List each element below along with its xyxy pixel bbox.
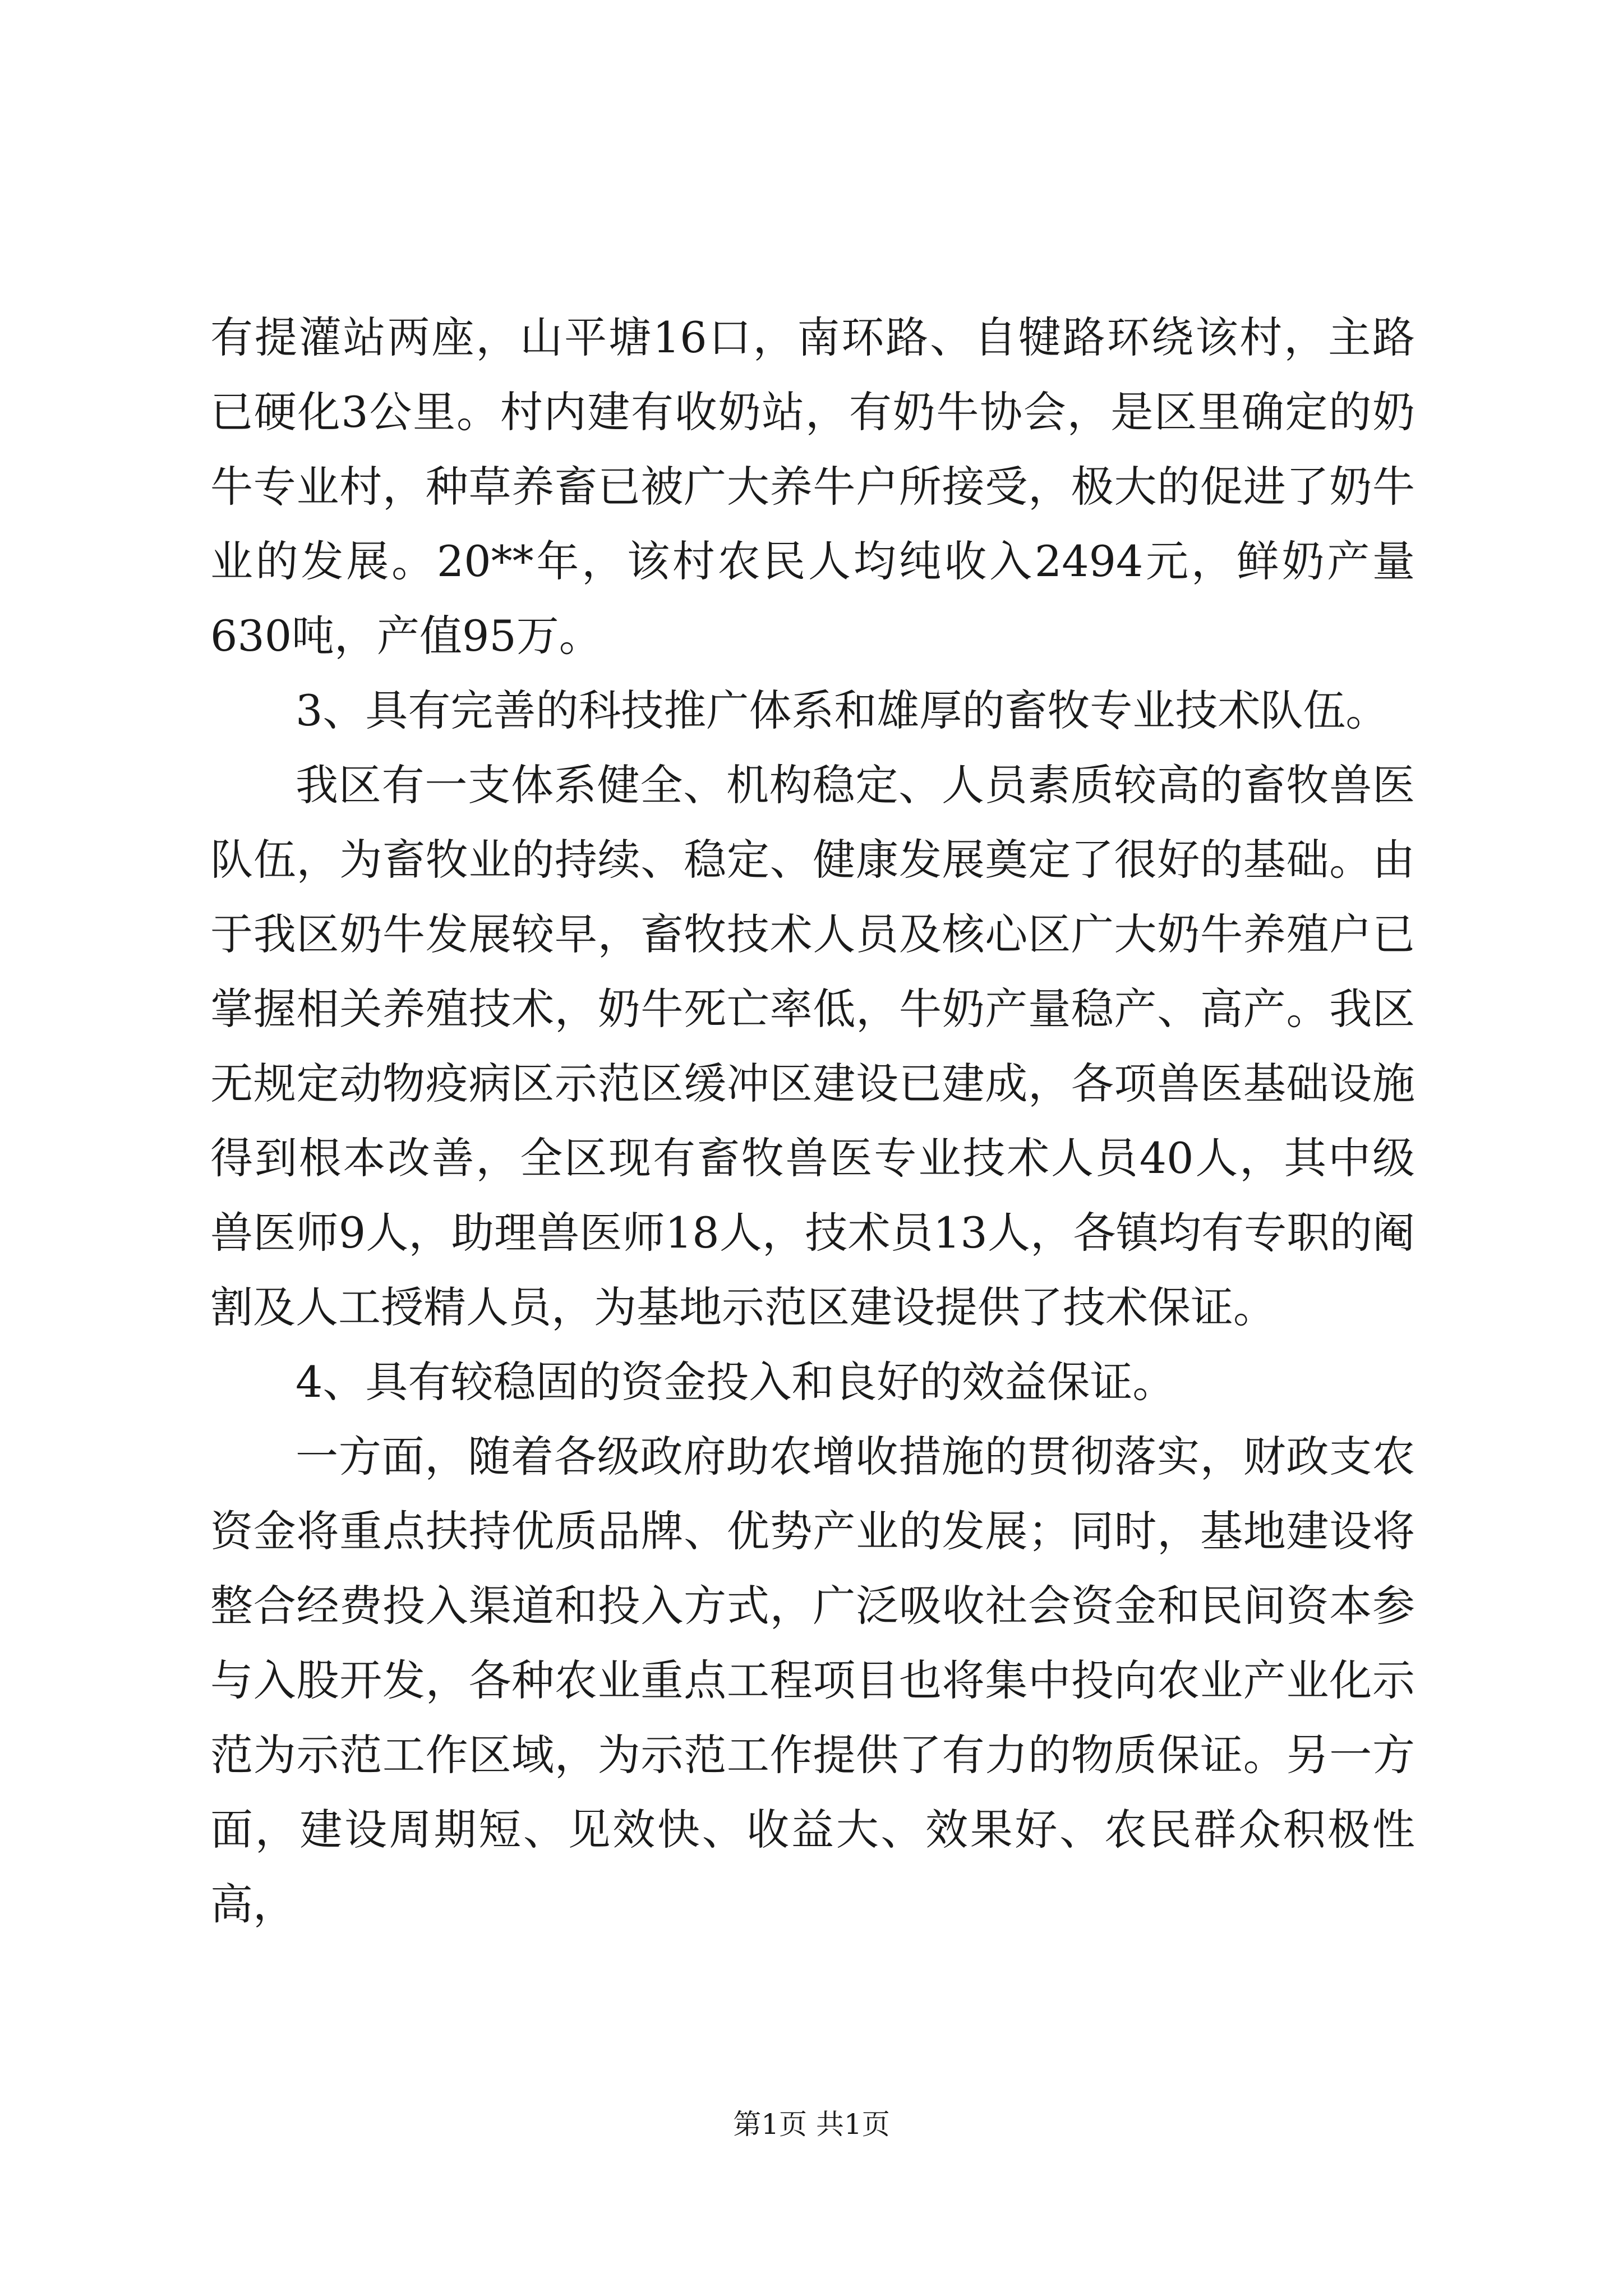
heading-tech-extension: 3、具有完善的科技推广体系和雄厚的畜牧专业技术队伍。 (296, 685, 1389, 735)
heading-funding-guarantee: 4、具有较稳固的资金投入和良好的效益保证。 (296, 1357, 1175, 1407)
paragraph-funding-details: 一方面，随着各级政府助农增收措施的贯彻落实，财政支农资金将重点扶持优质品牌、优势产业的发展；同时，基地建设将整合经费投入渠道和投入方式，广泛吸收社会资金和民间资本参与入股开发，各种农业重点工程项目也将集中投向农业产业化示范为示范工作区域，为示范工作提供了有力的物质保证。另一方面，建设周期短、见效快、收益大、效果好、农民群众积极性高， (210, 1432, 1415, 1929)
paragraph-veterinary-team: 我区有一支体系健全、机构稳定、人员素质较高的畜牧兽医队伍，为畜牧业的持续、稳定、健康发展奠定了很好的基础。由于我区奶牛发展较早，畜牧技术人员及核心区广大奶牛养殖户已掌握相关养殖技术，奶牛死亡率低，牛奶产量稳产、高产。我区无规定动物疫病区示范区缓冲区建设已建成，各项兽医基础设施得到根本改善，全区现有畜牧兽医专业技术人员40人，其中级兽医师9人，助理兽医师18人，技术员13人，各镇均有专职的阉割及人工授精人员，为基地示范区建设提供了技术保证。 (210, 760, 1415, 1332)
document-body (210, 300, 1415, 1941)
page-footer: 第1页 共1页 (733, 2108, 890, 2141)
paragraph-village-overview: 有提灌站两座，山平塘16口，南环路、自犍路环绕该村，主路已硬化3公里。村内建有收奶站，有奶牛协会，是区里确定的奶牛专业村，种草养畜已被广大养牛户所接受，极大的促进了奶牛业的发展。20**年，该村农民人均纯收入2494元，鲜奶产量630吨，产值95万。 (210, 312, 1415, 661)
